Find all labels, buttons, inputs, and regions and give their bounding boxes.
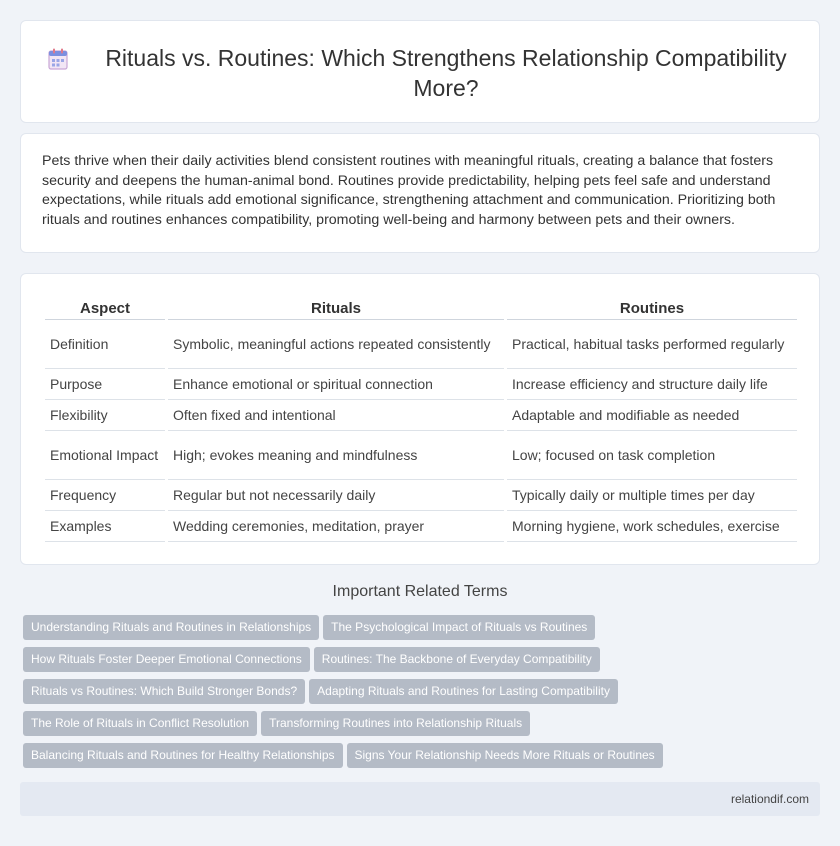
header-routines: Routines	[507, 296, 797, 320]
cell-aspect: Emotional Impact	[45, 431, 165, 480]
related-term-link[interactable]: Adapting Rituals and Routines for Lasting Compatibility	[309, 679, 618, 704]
related-term-link[interactable]: How Rituals Foster Deeper Emotional Connections	[23, 647, 310, 672]
intro-card	[20, 133, 820, 253]
table-header-row	[45, 296, 797, 320]
cell-rituals: Often fixed and intentional	[168, 400, 504, 431]
related-term-link[interactable]: Understanding Rituals and Routines in Relationships	[23, 615, 319, 640]
related-term-link[interactable]: The Psychological Impact of Rituals vs Routines	[323, 615, 595, 640]
header-rituals: Rituals	[168, 296, 504, 320]
cell-routines: Morning hygiene, work schedules, exercise	[507, 511, 797, 542]
table-row	[45, 400, 797, 431]
page-title: Rituals vs. Routines: Which Strengthens Relationship Compatibility More?	[105, 45, 787, 101]
table-row	[45, 369, 797, 400]
related-term-link[interactable]: The Role of Rituals in Conflict Resolution	[23, 711, 257, 736]
cell-aspect: Examples	[45, 511, 165, 542]
table-row	[45, 511, 797, 542]
cell-rituals: Wedding ceremonies, meditation, prayer	[168, 511, 504, 542]
cell-rituals: Enhance emotional or spiritual connection	[168, 369, 504, 400]
related-term-link[interactable]: Transforming Routines into Relationship Rituals	[261, 711, 530, 736]
header-aspect: Aspect	[45, 296, 165, 320]
table-row	[45, 320, 797, 369]
cell-rituals: High; evokes meaning and mindfulness	[168, 431, 504, 480]
cell-routines: Low; focused on task completion	[507, 431, 797, 480]
intro-paragraph: Pets thrive when their daily activities blend consistent routines with meaningful rituals, creating a balance that fosters security and deepens the human-animal bond. Routines provide predictability, helping pets feel safe and understand expectations, while rituals add emotional significance, strengthening attachment and communication. Prioritizing both rituals and routines enhances compatibility, promoting well-being and harmony between pets and their owners.	[42, 153, 776, 228]
footer-site-name: relationdif.com	[730, 792, 809, 806]
related-terms-title: Important Related Terms	[332, 583, 508, 600]
cell-aspect: Definition	[45, 320, 165, 369]
comparison-card	[20, 273, 820, 565]
cell-routines: Increase efficiency and structure daily life	[507, 369, 797, 400]
cell-aspect: Purpose	[45, 369, 165, 400]
related-terms-list	[23, 615, 823, 775]
table-row	[45, 480, 797, 511]
related-term-link[interactable]: Rituals vs Routines: Which Build Stronger Bonds?	[23, 679, 305, 704]
cell-routines: Practical, habitual tasks performed regularly	[507, 320, 797, 369]
cell-aspect: Flexibility	[45, 400, 165, 431]
table-row	[45, 431, 797, 480]
related-term-link[interactable]: Routines: The Backbone of Everyday Compatibility	[314, 647, 600, 672]
related-term-link[interactable]: Signs Your Relationship Needs More Rituals or Routines	[347, 743, 663, 768]
cell-routines: Typically daily or multiple times per day	[507, 480, 797, 511]
cell-rituals: Regular but not necessarily daily	[168, 480, 504, 511]
footer	[20, 782, 820, 816]
comparison-table	[42, 296, 800, 542]
cell-rituals: Symbolic, meaningful actions repeated consistently	[168, 320, 504, 369]
related-term-link[interactable]: Balancing Rituals and Routines for Healthy Relationships	[23, 743, 343, 768]
cell-routines: Adaptable and modifiable as needed	[507, 400, 797, 431]
cell-aspect: Frequency	[45, 480, 165, 511]
header-card	[20, 20, 820, 123]
